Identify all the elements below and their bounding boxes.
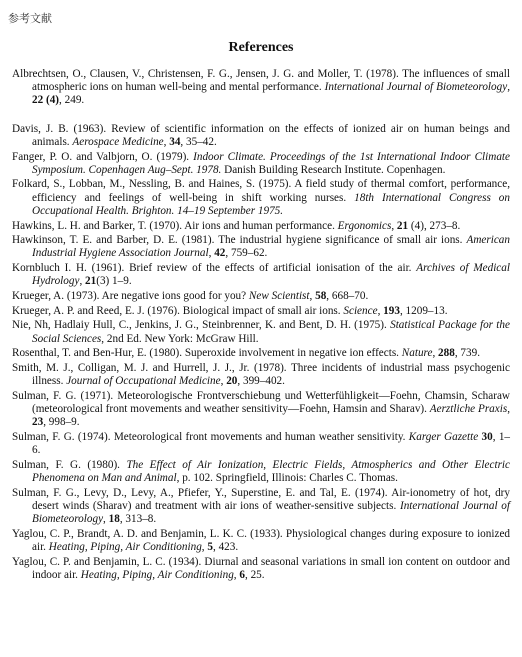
reference-entry — [12, 290, 510, 303]
reference-text: Fanger, P. O. and Valbjorn, O. (1979). — [12, 150, 194, 163]
reference-entry — [12, 487, 510, 527]
reference-text: , 423. — [212, 541, 239, 554]
reference-text: , p. 102. Springfield, Illinois: Charles C. Thomas. — [176, 472, 398, 485]
reference-volume: 21 — [85, 275, 97, 288]
reference-volume: 42 — [214, 247, 226, 260]
reference-source-title: Ergonomics — [337, 219, 392, 232]
reference-text: Hawkinson, T. E. and Barber, D. E. (1981). The industrial hygiene significance of small air ions. — [12, 234, 467, 247]
reference-text: Folkard, S., Lobban, M., Nessling, B. and Haines, S. (1975). A field study of thermal comfort, performance, efficiency and feelings of well-being in shift working nurses. — [12, 178, 510, 204]
reference-text: , — [220, 375, 227, 388]
reference-text: (3) 1–9. — [96, 275, 132, 288]
reference-source-title: American Industrial Hygiene Association Journal — [32, 234, 510, 260]
reference-source-title: Journal of Occupational Medicine — [66, 375, 221, 388]
reference-text: Yaglou, C. P., Brandt, A. D. and Benjamin, L. K. C. (1933). Physiological changes during exposure to ionized air. — [12, 528, 510, 554]
reference-source-title: International Journal of Biometeorology — [32, 500, 510, 526]
reference-volume: 193 — [383, 304, 400, 317]
reference-entry — [12, 178, 510, 218]
reference-source-title: International Journal of Biometeorology — [324, 81, 508, 94]
reference-text: , 313–8. — [119, 513, 157, 526]
reference-text: Smith, M. J., Colligan, M. J. and Hurrell, J. J., Jr. (1978). Three incidents of industrial mass psychogenic illness. — [12, 362, 510, 388]
reference-text: , 668–70. — [326, 290, 369, 303]
reference-source-title: The Effect of Air Ionization, Electric Fields, Atmospherics and Other Electric Phenomena on Man and Animal — [32, 458, 510, 485]
reference-entry — [12, 123, 510, 149]
reference-text: Danish Building Research Institute. Copenhagen. — [221, 163, 446, 176]
reference-text: Rosenthal, T. and Ben-Hur, E. (1980). Superoxide involvement in negative ion effects. — [12, 347, 402, 360]
reference-source-title: Heating, Piping, Air Conditioning — [80, 569, 234, 582]
reference-volume: 288 — [438, 347, 455, 360]
reference-source-title: New Scientist — [248, 290, 310, 303]
reference-volume: 21 — [396, 219, 409, 232]
reference-entry — [12, 459, 510, 485]
reference-text: , 759–62. — [225, 247, 268, 260]
reference-text: , — [377, 304, 384, 317]
reference-text: , 739. — [454, 347, 480, 360]
reference-text: Davis, J. B. (1963). Review of scientific information on the effects of ionized air on human beings and animals. — [12, 122, 510, 148]
reference-source-title: Statistical Package for the Social Sciences — [32, 319, 510, 345]
reference-volume: 30 — [481, 431, 493, 444]
reference-text: Kornbluch I. H. (1961). Brief review of the effects of artificial ionisation of the air. — [12, 262, 417, 275]
reference-text: Krueger, A. P. and Reed, E. J. (1976). Biological impact of small air ions. — [12, 304, 344, 317]
reference-text: , 35–42. — [180, 135, 217, 148]
reference-entry — [12, 262, 510, 288]
reference-text: Krueger, A. (1973). Are negative ions good for you? — [12, 290, 249, 303]
reference-text: , — [233, 569, 240, 582]
reference-text: Sulman, F. G., Levy, D., Levy, A., Pfiefer, Y., Superstine, E. and Tal, E. (1974). Air-ionometry of hot, dry desert winds (Sharav) and treatment with air ions of weather-sensitive subjects. — [12, 486, 510, 513]
reference-text: , — [103, 513, 109, 526]
reference-entry — [12, 234, 510, 260]
reference-volume: 5 — [207, 541, 213, 554]
reference-entry — [12, 220, 510, 233]
reference-entry — [12, 390, 510, 430]
reference-entry — [12, 362, 510, 388]
reference-volume: 23 — [32, 416, 44, 429]
reference-source-title: Karger Gazette — [408, 431, 479, 444]
reference-volume: 20 — [226, 375, 238, 388]
reference-entry — [12, 319, 510, 345]
reference-entry — [12, 528, 510, 554]
reference-text: (4), 273–8. — [408, 219, 461, 232]
reference-text: , — [79, 275, 86, 288]
reference-volume: 6 — [239, 569, 245, 582]
reference-text: , 998–9. — [43, 416, 80, 429]
reference-entry — [12, 556, 510, 582]
reference-text: , 399–402. — [237, 375, 285, 388]
reference-text: Yaglou, C. P. and Benjamin, L. C. (1934). Diurnal and seasonal variations in small ion content on outdoor and indoor air. — [12, 555, 510, 582]
reference-volume: (4) — [45, 94, 60, 107]
reference-text: , — [309, 290, 316, 303]
reference-text: , 1–6. — [32, 431, 511, 457]
reference-source-title: Science — [343, 304, 378, 317]
reference-source-title: Nature — [401, 347, 433, 360]
reference-entry — [12, 431, 510, 457]
reference-text: , 2nd Ed. New York: McGraw Hill. — [101, 332, 259, 345]
reference-text: , — [507, 81, 510, 94]
reference-entry — [12, 347, 510, 360]
reference-volume: 34 — [169, 135, 181, 148]
reference-text: Nie, Nh, Hadlaiy Hull, C., Jenkins, J. G., Steinbrenner, K. and Bent, D. H. (1975). — [12, 319, 391, 332]
reference-text: Sulman, F. G. (1974). Meteorological front movements and human weather sensitivity. — [12, 431, 409, 444]
reference-source-title: 18th International Congress on Occupational Health. Brighton. 14–19 September 1975. — [32, 191, 510, 217]
reference-text: , 249. — [59, 94, 85, 107]
reference-source-title: Heating, Piping, Air Conditioning — [48, 541, 202, 554]
reference-source-title: Indoor Climate. Proceedings of the 1st International Indoor Climate Symposium. Copenhagen Aug–Sept. 1978. — [32, 150, 511, 176]
reference-text: , 25. — [244, 569, 265, 582]
reference-entry — [12, 68, 510, 108]
reference-text: , — [432, 347, 439, 360]
reference-text: , — [507, 403, 510, 416]
reference-source-title: Archives of Medical Hydrology — [32, 262, 510, 288]
reference-text: , — [201, 541, 208, 554]
reference-text: , — [391, 219, 397, 232]
reference-source-title: Aerztliche Praxis — [429, 403, 508, 416]
reference-text: Hawkins, L. H. and Barker, T. (1970). Air ions and human performance. — [12, 219, 338, 232]
reference-list — [12, 68, 510, 584]
header-label: 参考文献 — [8, 12, 52, 25]
reference-source-title: Aerospace Medicine — [72, 135, 164, 148]
reference-entry — [12, 305, 510, 318]
reference-volume: 22 — [32, 94, 44, 107]
reference-text: Sulman, F. G. (1971). Meteorologische Frontverschiebung und Wetterfühligkeit—Foehn, Chamsin, Scharaw (meteorological front movements and weather sensitivity—Foehn, Hamsin and Sharav). — [12, 389, 510, 416]
reference-volume: 58 — [315, 290, 327, 303]
reference-text: , — [163, 135, 170, 148]
reference-text: Albrechtsen, O., Clausen, V., Christensen, F. G., Jensen, J. G. and Moller, T. (1978). The influences of small atmospheric ions on human well-being and mental performance. — [12, 68, 510, 94]
reference-text: , — [208, 247, 215, 260]
reference-volume: 18 — [108, 513, 120, 526]
reference-entry — [12, 151, 510, 177]
references-title: References — [228, 40, 294, 55]
reference-text: , 1209–13. — [399, 304, 448, 317]
reference-text: Sulman, F. G. (1980). — [12, 458, 127, 471]
